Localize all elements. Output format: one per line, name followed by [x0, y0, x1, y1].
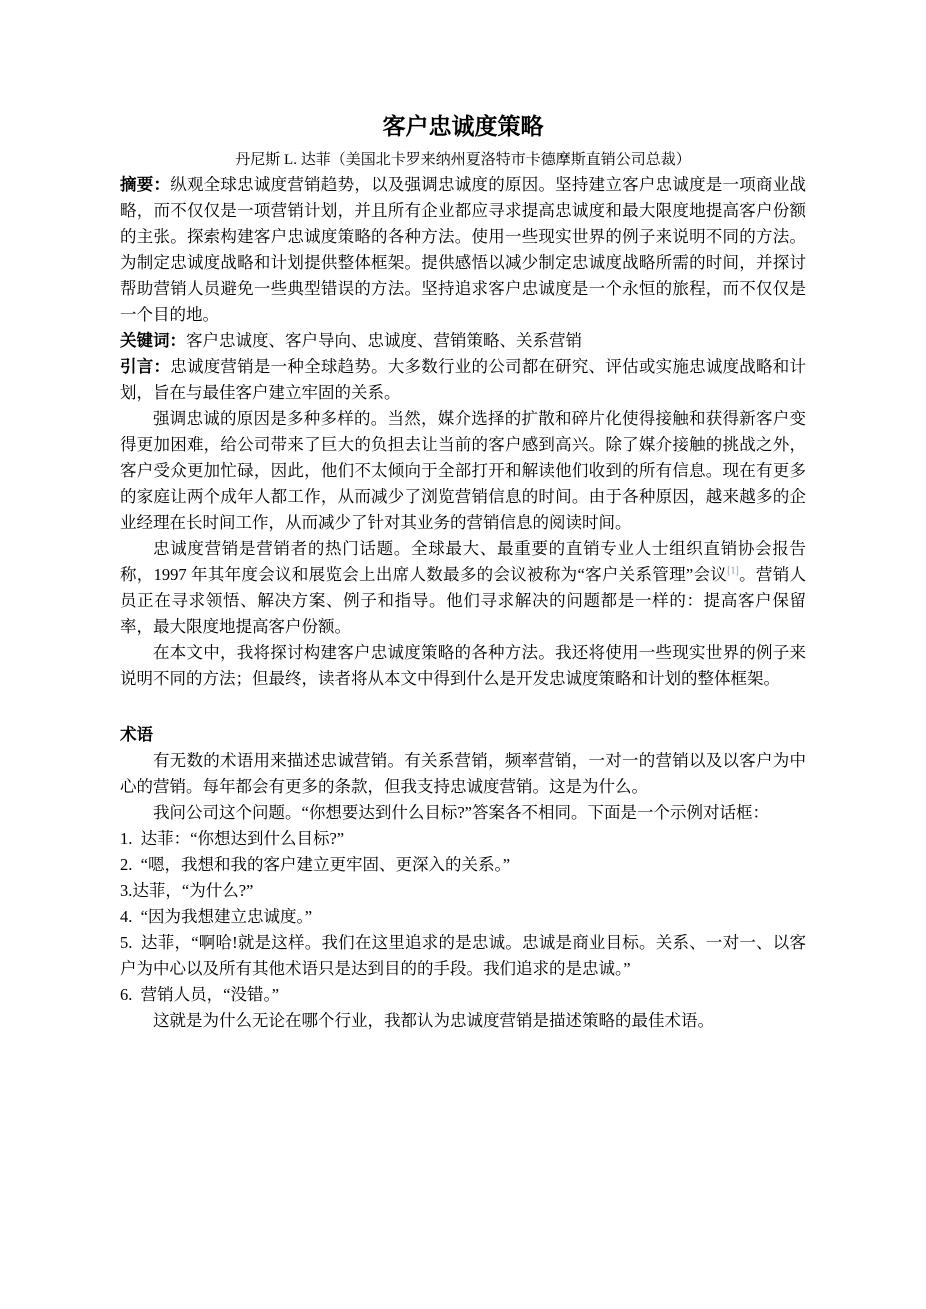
author-line: 丹尼斯 L. 达菲（美国北卡罗来纳州夏洛特市卡德摩斯直销公司总裁）	[235, 152, 691, 168]
introduction-lead-text: 忠诚度营销是一种全球趋势。大多数行业的公司都在研究、评估或实施忠诚度战略和计划，旨在与最佳客户建立牢固的关系。	[120, 357, 807, 402]
introduction-paragraph-3	[120, 536, 806, 640]
terminology-paragraph-1: 有无数的术语用来描述忠诚营销。有关系营销，频率营销，一对一的营销以及以客户为中心的营销。每年都会有更多的条款，但我支持忠诚度营销。这是为什么。	[120, 751, 806, 796]
terminology-paragraph-3: 这就是为什么无论在哪个行业，我都认为忠诚度营销是描述策略的最佳术语。	[153, 1011, 714, 1030]
page-title: 客户忠诚度策略	[382, 114, 544, 139]
reference-marker-1: [1]	[727, 565, 739, 577]
introduction-paragraph-2: 强调忠诚的原因是多种多样的。当然，媒介选择的扩散和碎片化使得接触和获得新客户变得更加困难，给公司带来了巨大的负担去让当前的客户感到高兴。除了媒介接触的挑战之外，客户受众更加忙碌，因此，他们不太倾向于全部打开和解读他们收到的所有信息。现在有更多的家庭让两个成年人都工作，从而减少了浏览营销信息的时间。由于各种原因，越来越多的企业经理在长时间工作，从而减少了针对其业务的营销信息的阅读时间。	[120, 409, 806, 532]
section-heading-terminology: 术语	[120, 725, 153, 744]
dialog-list	[120, 826, 806, 1008]
keywords-line	[120, 328, 806, 354]
introduction-label: 引言：	[120, 357, 171, 376]
dialog-item-4: 4. “因为我想建立忠诚度。”	[120, 907, 313, 926]
keywords-label: 关键词：	[120, 331, 186, 350]
terminology-paragraph-2: 我问公司这个问题。“你想要达到什么目标?”答案各不相同。下面是一个示例对话框：	[153, 803, 769, 822]
dialog-item-2: 2. “嗯，我想和我的客户建立更牢固、更深入的关系。”	[120, 855, 511, 874]
dialog-item-5: 5. 达菲，“啊哈!就是这样。我们在这里追求的是忠诚。忠诚是商业目标。关系、一对一、以客户为中心以及所有其他术语只是达到目的的手段。我们追求的是忠诚。”	[120, 933, 806, 978]
introduction-lead-paragraph	[120, 354, 806, 406]
keywords-text: 客户忠诚度、客户导向、忠诚度、营销策略、关系营销	[186, 331, 582, 350]
dialog-item-3: 3.达菲，“为什么?”	[120, 881, 254, 900]
dialog-item-1: 1. 达菲：“你想达到什么目标?”	[120, 829, 345, 848]
introduction-paragraph-3-text: 忠诚度营销是营销者的热门话题。全球最大、最重要的直销专业人士组织直销协会报告称，1997 年其年度会议和展览会上出席人数最多的会议被称为“客户关系管理”会议	[120, 539, 806, 584]
introduction-paragraph-4: 在本文中，我将探讨构建客户忠诚度策略的各种方法。我还将使用一些现实世界的例子来说明不同的方法；但最终，读者将从本文中得到什么是开发忠诚度策略和计划的整体框架。	[120, 643, 806, 688]
abstract-paragraph	[120, 172, 806, 328]
dialog-item-6: 6. 营销人员，“没错。”	[120, 985, 280, 1004]
abstract-text: 纵观全球忠诚度营销趋势，以及强调忠诚度的原因。坚持建立客户忠诚度是一项商业战略，而不仅仅是一项营销计划，并且所有企业都应寻求提高忠诚度和最大限度地提高客户份额的主张。探索构建客户忠诚度策略的各种方法。使用一些现实世界的例子来说明不同的方法。为制定忠诚度战略和计划提供整体框架。提供感悟以减少制定忠诚度战略所需的时间，并探讨帮助营销人员避免一些典型错误的方法。坚持追求客户忠诚度是一个永恒的旅程，而不仅仅是一个目的地。	[120, 175, 807, 324]
introduction-paragraph-3-text-after: 。营销人员正在寻求领悟、解决方案、例子和指导。他们寻求解决的问题都是一样的：提高客户保留率，最大限度地提高客户份额。	[120, 565, 807, 636]
abstract-label: 摘要：	[120, 175, 171, 194]
